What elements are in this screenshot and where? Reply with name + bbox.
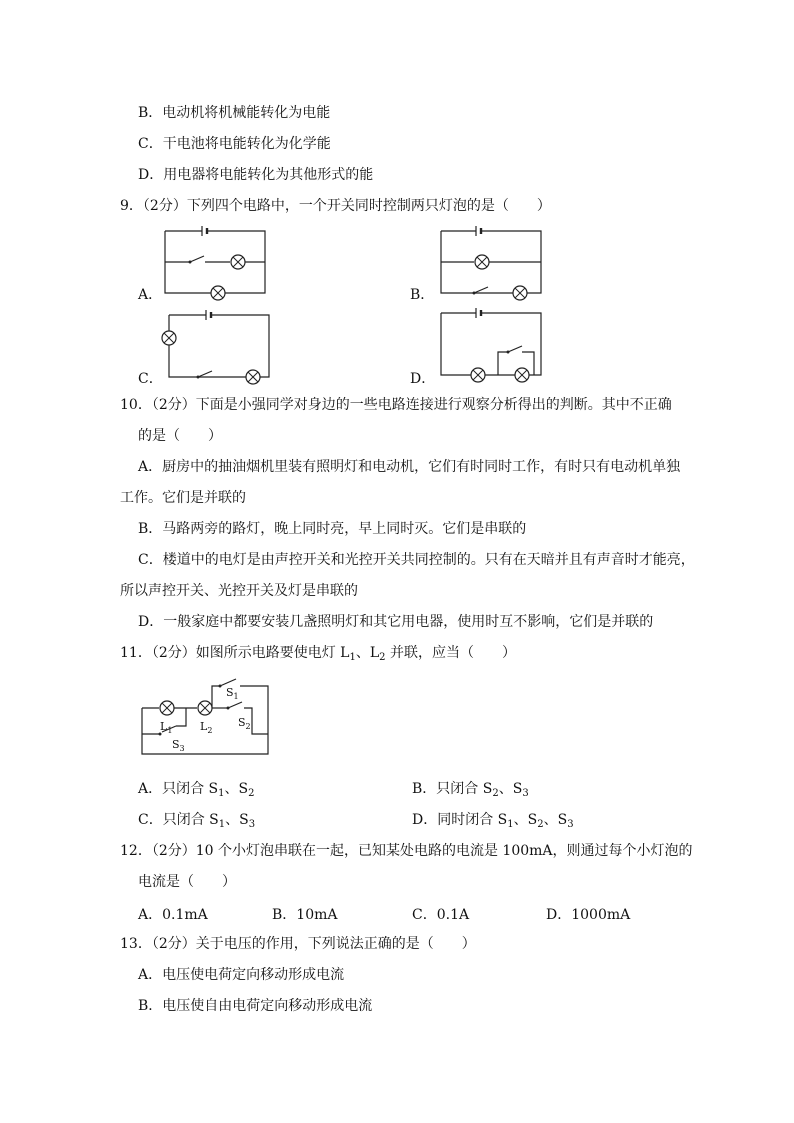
bulb-icon	[246, 370, 260, 384]
q10-stem-line1: 10．（2分）下面是小强同学对身边的一些电路连接进行观察分析得出的判断。其中不正确	[120, 397, 672, 413]
q8-option-b: B．电动机将机械能转化为电能	[138, 105, 331, 121]
q9-circuit-d	[436, 308, 546, 380]
label-s2: $S_2$	[238, 716, 251, 731]
q9-label-b: B．	[410, 287, 435, 303]
q12-stem-line1: 12．（2分）10 个小灯泡串联在一起，已知某处电路的电流是 100mA，则通过每个小灯泡的	[120, 843, 693, 859]
label-s3: $S_3$	[172, 738, 185, 753]
q11-stem: 11．（2分）如图所示电路要使电灯 $L_1$、$L_2$ 并联，应当（ ）	[120, 645, 516, 663]
label-l1: $L_1$	[160, 720, 173, 735]
q9-circuit-a	[160, 226, 270, 298]
q11-circuit	[140, 676, 270, 758]
bulb-icon	[231, 255, 245, 269]
q11-option-a: A．只闭合 $S_1$、$S_2$	[138, 781, 255, 799]
q9-label-c: C．	[138, 371, 163, 387]
q9-circuit-c	[164, 310, 274, 382]
bulb-icon	[160, 701, 174, 715]
q10-stem-line2: 的是（ ）	[138, 428, 222, 444]
bulb-icon	[211, 286, 225, 300]
q13-option-a: A．电压使电荷定向移动形成电流	[138, 967, 345, 983]
q12-option-a: A．0.1mA	[138, 907, 208, 923]
q8-option-d: D．用电器将电能转化为其他形式的能	[138, 167, 374, 183]
bulb-icon	[162, 331, 176, 345]
q13-stem: 13．（2分）关于电压的作用，下列说法正确的是（ ）	[120, 936, 476, 952]
q11-option-b: B．只闭合 $S_2$、$S_3$	[412, 781, 529, 799]
bulb-icon	[471, 368, 485, 382]
q10-option-b: B．马路两旁的路灯，晚上同时亮，早上同时灭。它们是串联的	[138, 521, 527, 537]
q10-option-a-line2: 工作。它们是并联的	[120, 490, 246, 506]
bulb-icon	[198, 701, 212, 715]
q10-option-c-line2: 所以声控开关、光控开关及灯是串联的	[120, 583, 358, 599]
q12-option-b: B．10mA	[272, 907, 338, 923]
q12-stem-line2: 电流是（ ）	[138, 874, 236, 890]
q11-option-c: C．只闭合 $S_1$、$S_3$	[138, 812, 256, 830]
bulb-icon	[515, 368, 529, 382]
q8-option-c: C．干电池将电能转化为化学能	[138, 136, 331, 152]
q10-option-a-line1: A．厨房中的抽油烟机里装有照明灯和电动机，它们有时同时工作，有时只有电动机单独	[138, 459, 681, 475]
q10-option-c-line1: C．楼道中的电灯是由声控开关和光控开关共同控制的。只有在天暗并且有声音时才能亮，	[138, 552, 695, 568]
q9-label-d: D．	[410, 371, 436, 387]
label-s1: $S_1$	[226, 686, 239, 701]
q10-option-d: D．一般家庭中都要安装几盏照明灯和其它用电器，使用时互不影响，它们是并联的	[138, 614, 654, 630]
q9-circuit-b	[436, 226, 546, 298]
q11-option-d: D．同时闭合 $S_1$、$S_2$、$S_3$	[412, 812, 574, 830]
q12-option-d: D．1000mA	[546, 907, 631, 923]
bulb-icon	[513, 286, 527, 300]
q13-option-b: B．电压使自由电荷定向移动形成电流	[138, 998, 373, 1014]
label-l2: $L_2$	[200, 720, 213, 735]
q9-label-a: A．	[138, 287, 163, 303]
bulb-icon	[475, 255, 489, 269]
q9-stem: 9．（2分）下列四个电路中，一个开关同时控制两只灯泡的是（ ）	[120, 198, 551, 214]
q12-option-c: C．0.1A	[412, 907, 470, 923]
